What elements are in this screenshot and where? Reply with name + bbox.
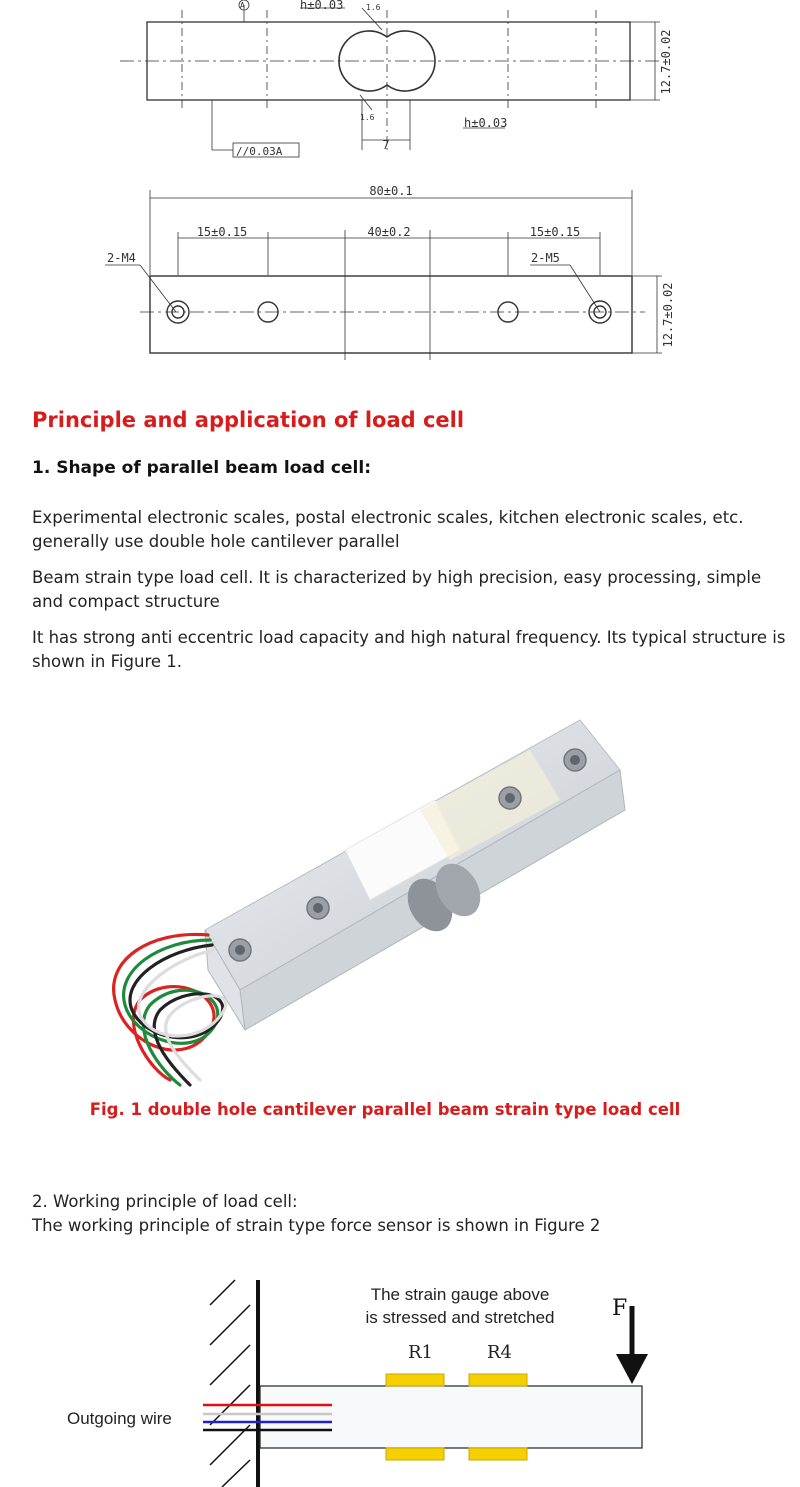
stress-note-line-1: The strain gauge above [370,1285,550,1304]
strain-gauge-r1 [386,1374,444,1386]
strain-gauge-r3 [469,1448,527,1460]
paragraph-2: Beam strain type load cell. It is characterized by high precision, easy processing, simple and compact structure [32,568,762,611]
thread-m4-label: 2-M4 [107,251,136,265]
parallelism-frame: //0.03A [236,145,283,158]
section-2-text: The working principle of strain type force sensor is shown in Figure 2 [32,1216,601,1235]
thread-m5-label: 2-M5 [531,251,560,265]
figure-2-diagram [0,1270,800,1487]
roughness-bottom-label: 1.6 [360,113,375,122]
subsection-heading: 1. Shape of parallel beam load cell: [32,458,371,478]
roughness-top-label: 1.6 [366,3,381,12]
paragraph-3: It has strong anti eccentric load capacity and high natural frequency. Its typical structure is shown in Figure 1. [32,628,786,671]
working-principle-section [32,1190,792,1238]
strain-gauge-r2 [386,1448,444,1460]
outgoing-wire-label: Outgoing wire [67,1409,172,1428]
force-label: F [612,1296,628,1321]
hole-spacing-left: 15±0.15 [196,225,248,239]
technical-drawing-top [0,0,800,165]
resistor-r1-label: R1 [408,1342,434,1363]
height-dimension-top: 12.7±0.02 [659,29,673,95]
tolerance-h-bottom: h±0.03 [464,116,508,130]
tolerance-h-top: h±0.03 [300,0,344,12]
dimension-7: 7 [382,138,390,152]
cantilever-beam [260,1386,642,1448]
section-2-title: 2. Working principle of load cell: [32,1192,298,1211]
hole-spacing-center: 40±0.2 [367,225,411,239]
stress-note-line-2: is stressed and stretched [365,1308,555,1327]
height-dimension-bottom: 12.7±0.02 [661,282,675,348]
figure-1-caption: Fig. 1 double hole cantilever parallel beam strain type load cell [89,1100,681,1119]
load-cell-photo [90,700,650,1095]
length-dimension: 80±0.1 [369,184,413,198]
force-arrow-icon [616,1354,648,1384]
beam-outline-bottom [150,276,632,353]
fixed-wall-hatching [210,1280,258,1487]
hole-spacing-right: 15±0.15 [529,225,581,239]
paragraph-1: Experimental electronic scales, postal electronic scales, kitchen electronic scales, etc. generally use double hole cantilever parallel [32,508,744,551]
section-heading: Principle and application of load cell [32,408,465,432]
strain-gauge-r4 [469,1374,527,1386]
datum-a-label: A [240,1,245,10]
technical-drawing-bottom [0,170,800,390]
resistor-r4-label: R4 [487,1342,513,1363]
